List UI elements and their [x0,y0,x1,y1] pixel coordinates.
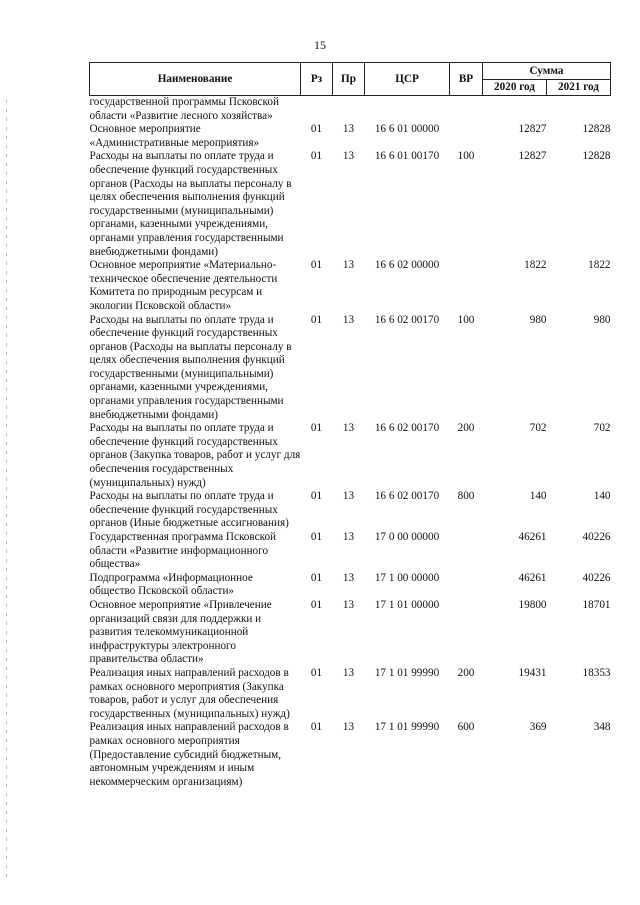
table-row [90,572,611,599]
table-row [90,422,611,490]
row-2020: 19431 [518,666,547,679]
row-vr: 800 [457,490,475,503]
row-csr: 16 6 01 00170 [374,150,440,163]
row-2021: 348 [593,721,611,734]
row-2021: 40226 [582,531,611,543]
row-pr: 13 [342,150,355,163]
row-csr: 16 6 01 00000 [374,123,440,136]
table-row [90,667,611,721]
row-csr: 17 1 01 99990 [374,721,440,734]
table-row [90,314,611,423]
row-2021: 12828 [582,150,611,163]
row-vr: 100 [457,313,475,326]
row-2020: 46261 [518,531,547,543]
row-vr [450,123,483,150]
row-rz: 01 [310,490,323,503]
table-row [90,123,611,150]
row-csr: 17 1 01 99990 [374,666,440,679]
row-2021: 12828 [582,123,611,136]
row-pr: 13 [342,313,355,326]
scan-edge-mark [6,100,7,880]
row-2020: 369 [529,721,547,734]
table-row [90,599,611,667]
row-vr [450,531,483,572]
row-2020: 980 [529,313,547,326]
row-rz: 01 [310,123,323,136]
row-name: Расходы на выплаты по оплате труда и обеспечение функций государственных органов (Закупка товаров, работ и услуг для обеспечения государственных (муниципальных) нужд) [89,422,301,489]
row-pr: 13 [342,598,355,611]
header-2021: 2021 год [547,80,611,96]
row-name: Расходы на выплаты по оплате труда и обеспечение функций государственных органов (Иные бюджетные ассигнования) [89,490,289,530]
row-csr: 16 6 02 00000 [374,259,440,272]
row-2020: 12827 [518,123,547,136]
row-rz [301,96,333,124]
row-2020: 19800 [518,598,547,611]
table-body [90,96,611,790]
row-vr [450,572,483,599]
header-name: Наименование [90,63,301,96]
row-vr: 600 [457,721,475,734]
row-name: Подпрограмма «Информационное общество Псковской области» [89,571,253,598]
row-pr: 13 [342,721,355,734]
row-pr: 13 [342,531,355,543]
row-name: Основное мероприятие «Материально-техническое обеспечение деятельности Комитета по природным ресурсам и экологии Псковской области» [89,259,278,312]
row-2021: 980 [593,313,611,326]
row-2020: 46261 [518,571,547,584]
row-pr: 13 [342,422,355,435]
row-rz: 01 [310,422,323,435]
row-vr: 100 [457,150,475,163]
header-pr: Пр [333,63,365,96]
row-vr: 200 [457,422,475,435]
table-row [90,96,611,124]
table-row [90,490,611,531]
table-row [90,721,611,789]
row-csr: 16 6 02 00170 [374,313,440,326]
row-rz: 01 [310,598,323,611]
header-2020: 2020 год [483,80,547,96]
header-rz: Рз [301,63,333,96]
row-rz: 01 [310,313,323,326]
table-row [90,259,611,313]
row-2021 [547,96,611,124]
row-pr [333,96,365,124]
row-csr: 16 6 02 00170 [374,490,440,503]
row-name: Основное мероприятие «Административные мероприятия» [89,123,260,149]
row-name: Реализация иных направлений расходов в рамках основного мероприятия (Предоставление субсидий бюджетным, автономным учреждениям и иным некоммерческим организациям) [89,721,289,788]
row-name: Расходы на выплаты по оплате труда и обеспечение функций государственных органов (Расходы на выплаты персоналу в целях обеспечения выполнения функций государственными (муниципальными) органами, казенными учреждениями, органами управления государственными внебюджетными фондами) [89,150,292,258]
row-name: Реализация иных направлений расходов в рамках основного мероприятия (Закупка товаров, работ и услуг для обеспечения государственных (муниципальных) нужд) [89,666,290,720]
row-rz: 01 [310,571,323,584]
row-name: Расходы на выплаты по оплате труда и обеспечение функций государственных органов (Расходы на выплаты персоналу в целях обеспечения выполнения функций государственными (муниципальными) органами, казенными учреждениями, органами управления государственными внебюджетными фондами) [89,313,292,421]
page-number: 15 [314,38,326,52]
table-row [90,150,611,259]
row-2020: 702 [529,422,547,435]
row-vr: 200 [457,666,475,679]
row-pr: 13 [342,571,355,584]
row-2021: 18701 [582,598,611,611]
row-rz: 01 [310,721,323,734]
row-2021: 1822 [588,259,611,272]
row-csr: 16 6 02 00170 [374,422,440,435]
row-2021: 702 [593,422,611,435]
row-rz: 01 [310,150,323,163]
row-2020: 12827 [518,150,547,163]
header-csr: ЦСР [365,63,450,96]
row-rz: 01 [310,531,323,543]
row-rz: 01 [310,666,323,679]
row-vr [450,96,483,124]
row-2020: 140 [529,490,547,503]
row-vr [450,599,483,667]
row-pr: 13 [342,490,355,503]
row-csr: 17 1 01 00000 [374,598,440,611]
row-2020 [483,96,547,124]
row-csr: 17 0 00 00000 [374,531,440,543]
header-sum: Сумма [483,63,611,80]
row-name: Основное мероприятие «Привлечение организаций связи для поддержки и развития телекоммуникационной инфраструктуры электронного правительства области» [89,598,272,666]
row-2021: 140 [593,490,611,503]
row-csr: 17 1 00 00000 [374,571,440,584]
row-2020: 1822 [524,259,547,272]
table-row [90,531,611,572]
row-vr [450,259,483,313]
row-pr: 13 [342,666,355,679]
header-vr: ВР [450,63,483,96]
row-2021: 40226 [582,571,611,584]
row-pr: 13 [342,123,355,136]
row-name: государственной программы Псковской области «Развитие лесного хозяйства» [89,96,279,122]
row-2021: 18353 [582,666,611,679]
row-name: Государственная программа Псковской области «Развитие информационного общества» [89,531,277,571]
row-pr: 13 [342,259,355,272]
budget-table [89,62,611,789]
row-rz: 01 [310,259,323,272]
row-csr [365,96,450,124]
